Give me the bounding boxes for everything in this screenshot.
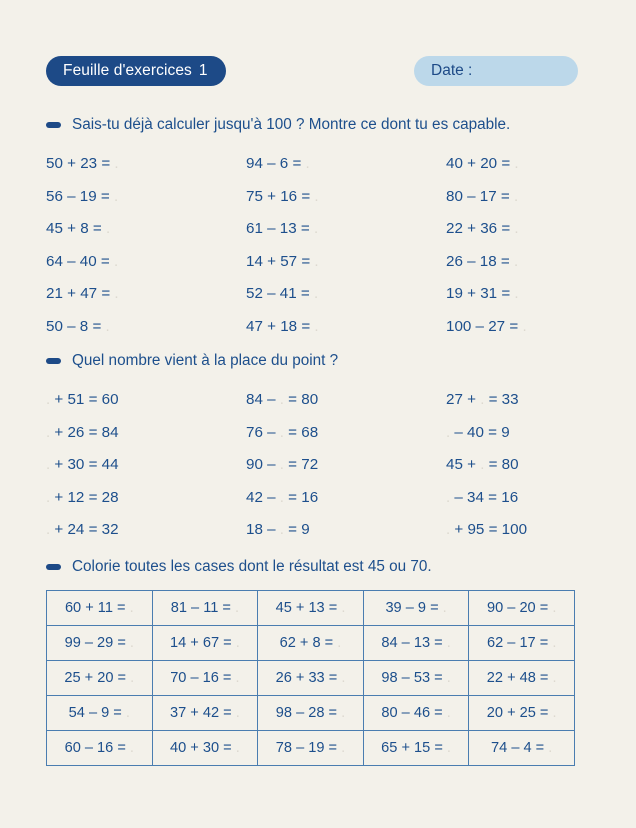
answer-blank[interactable]: . <box>46 521 51 538</box>
answer-blank[interactable]: . <box>279 423 284 441</box>
equation-text: + 26 = 84 <box>50 423 119 441</box>
equation-item[interactable]: 64 – 40 = . <box>46 252 119 270</box>
answer-blank[interactable]: . <box>337 635 342 651</box>
equation-item[interactable]: 100 – 27 = . <box>446 317 527 335</box>
equation-item[interactable]: 18 – . = 9 <box>246 521 310 538</box>
exercise-2-equations <box>46 384 626 547</box>
answer-blank[interactable]: . <box>548 740 553 756</box>
equation-item[interactable]: 61 – 13 = . <box>246 220 319 237</box>
equation-item[interactable]: 75 + 16 = . <box>246 187 319 205</box>
table-row <box>47 731 575 766</box>
equation-item[interactable]: 80 – 17 = . <box>446 187 519 205</box>
table-cell[interactable]: 62 – 17 = . <box>469 626 575 661</box>
answer-blank[interactable]: . <box>341 705 346 721</box>
equation-item[interactable]: 45 + 8 = . <box>46 220 111 237</box>
worksheet-header <box>0 56 636 88</box>
exercise-2-heading <box>46 352 338 370</box>
table-cell[interactable]: 54 – 9 = . <box>47 696 153 731</box>
equation-item[interactable]: 40 + 20 = . <box>446 155 519 172</box>
answer-blank[interactable]: . <box>129 635 134 651</box>
table-row <box>47 626 575 661</box>
answer-blank[interactable]: . <box>480 456 485 473</box>
equation-item[interactable] <box>446 482 626 515</box>
date-field[interactable] <box>414 56 578 86</box>
answer-blank[interactable]: . <box>514 285 519 302</box>
answer-blank[interactable]: . <box>105 317 110 335</box>
answer-blank[interactable]: . <box>314 317 319 335</box>
answer-blank[interactable]: . <box>552 635 557 651</box>
answer-blank[interactable]: . <box>279 391 284 408</box>
equation-item[interactable] <box>446 417 626 450</box>
equation-item[interactable] <box>46 449 246 482</box>
answer-blank[interactable]: . <box>46 391 51 408</box>
equation-text: – 34 = 16 <box>450 488 519 506</box>
answer-blank[interactable]: . <box>235 705 240 721</box>
equation-item[interactable]: 52 – 41 = . <box>246 285 319 302</box>
equation-item[interactable]: 50 + 23 = . <box>46 155 119 172</box>
answer-blank[interactable]: . <box>125 705 130 721</box>
table-cell[interactable]: 45 + 13 = . <box>258 591 364 626</box>
answer-blank[interactable]: . <box>446 521 451 538</box>
dash-bullet-icon <box>46 564 61 570</box>
answer-blank[interactable]: . <box>446 423 451 441</box>
equation-text: + 51 = 60 <box>50 391 119 408</box>
equation-item[interactable]: 90 – . = 72 <box>246 456 319 473</box>
equation-item[interactable] <box>46 514 246 547</box>
table-cell[interactable]: 78 – 19 = . <box>258 731 364 766</box>
answer-blank[interactable]: . <box>235 740 240 756</box>
equation-item[interactable]: 22 + 36 = . <box>446 220 519 237</box>
worksheet-title-label: Feuille d'exercices <box>63 62 192 79</box>
table-cell[interactable]: 84 – 13 = . <box>363 626 469 661</box>
table-cell[interactable]: 80 – 46 = . <box>363 696 469 731</box>
answer-blank[interactable]: . <box>279 521 284 538</box>
exercise-1-heading <box>46 116 510 134</box>
answer-blank[interactable]: . <box>513 187 519 205</box>
answer-blank[interactable]: . <box>234 600 240 616</box>
answer-blank[interactable]: . <box>341 600 346 616</box>
answer-blank[interactable]: . <box>113 187 119 205</box>
dash-bullet-icon <box>46 122 61 128</box>
equation-item[interactable]: 84 – . = 80 <box>246 391 319 408</box>
table-cell[interactable]: 81 – 11 = . <box>152 591 258 626</box>
answer-blank[interactable]: . <box>446 635 451 651</box>
equation-item[interactable] <box>46 384 246 417</box>
table-row <box>47 661 575 696</box>
equation-item[interactable]: 94 – 6 = . <box>246 155 310 172</box>
answer-blank[interactable]: . <box>513 252 519 270</box>
equation-item[interactable]: 56 – 19 = . <box>46 187 119 205</box>
answer-blank[interactable]: . <box>442 600 447 616</box>
table-cell[interactable]: 70 – 16 = . <box>152 661 258 696</box>
coloring-table <box>46 590 575 766</box>
answer-blank[interactable]: . <box>114 155 119 172</box>
worksheet-number: 1 <box>198 62 208 79</box>
table-cell[interactable]: 26 + 33 = . <box>258 661 364 696</box>
answer-blank[interactable]: . <box>446 705 451 721</box>
table-cell[interactable]: 90 – 20 = . <box>469 591 575 626</box>
answer-blank[interactable]: . <box>341 740 346 756</box>
equation-text: + 30 = 44 <box>50 456 119 473</box>
answer-blank[interactable]: . <box>446 740 451 756</box>
dash-bullet-icon <box>46 358 61 364</box>
answer-blank[interactable]: . <box>305 155 310 172</box>
exercise-3-heading-text: Colorie toutes les cases dont le résultat est 45 ou 70. <box>72 558 432 575</box>
answer-blank[interactable]: . <box>313 220 319 237</box>
table-cell[interactable]: 65 + 15 = . <box>363 731 469 766</box>
table-cell[interactable]: 39 – 9 = . <box>363 591 469 626</box>
answer-blank[interactable]: . <box>46 456 51 473</box>
answer-blank[interactable]: . <box>235 635 240 651</box>
table-cell[interactable]: 60 – 16 = . <box>47 731 153 766</box>
exercise-2-heading-text: Quel nombre vient à la place du point ? <box>72 352 339 369</box>
answer-blank[interactable]: . <box>313 285 319 302</box>
table-cell[interactable]: 14 + 67 = . <box>152 626 258 661</box>
answer-blank[interactable]: . <box>113 252 119 270</box>
answer-blank[interactable]: . <box>514 155 519 172</box>
table-cell[interactable]: 98 – 28 = . <box>258 696 364 731</box>
table-cell[interactable]: 37 + 42 = . <box>152 696 258 731</box>
equation-item[interactable]: 76 – . = 68 <box>246 423 319 441</box>
worksheet-title-badge <box>46 56 226 86</box>
table-cell[interactable]: 22 + 48 = . <box>469 661 575 696</box>
equation-item[interactable]: 45 + . = 80 <box>446 456 519 473</box>
equation-item[interactable]: 27 + . = 33 <box>446 391 519 408</box>
table-cell[interactable]: 25 + 20 = . <box>47 661 153 696</box>
equation-text: + 24 = 32 <box>50 521 119 538</box>
answer-blank[interactable]: . <box>279 456 284 473</box>
equation-item[interactable]: 19 + 31 = . <box>446 285 519 302</box>
table-cell[interactable]: 20 + 25 = . <box>469 696 575 731</box>
answer-blank[interactable]: . <box>446 670 451 686</box>
answer-blank[interactable]: . <box>552 705 557 721</box>
equation-item[interactable]: 21 + 47 = . <box>46 285 119 302</box>
table-row <box>47 696 575 731</box>
answer-blank[interactable]: . <box>514 220 519 237</box>
date-label: Date : <box>431 62 473 79</box>
table-row <box>47 591 575 626</box>
answer-blank[interactable]: . <box>279 488 284 506</box>
answer-blank[interactable]: . <box>114 285 119 302</box>
equation-item[interactable]: 14 + 57 = . <box>246 252 319 270</box>
table-cell[interactable]: 99 – 29 = . <box>47 626 153 661</box>
answer-blank[interactable]: . <box>341 670 346 686</box>
answer-blank[interactable]: . <box>314 187 319 205</box>
table-cell[interactable]: 74 – 4 = . <box>469 731 575 766</box>
answer-blank[interactable]: . <box>446 488 451 506</box>
equation-item[interactable]: 47 + 18 = . <box>246 317 319 335</box>
answer-blank[interactable]: . <box>46 423 51 441</box>
table-cell[interactable]: 60 + 11 = . <box>47 591 153 626</box>
answer-blank[interactable]: . <box>480 391 485 408</box>
equation-text: + 95 = 100 <box>450 521 528 538</box>
answer-blank[interactable]: . <box>552 600 557 616</box>
equation-text: – 40 = 9 <box>450 423 510 441</box>
equation-item[interactable]: 50 – 8 = . <box>46 317 110 335</box>
exercise-3-heading <box>46 558 432 576</box>
answer-blank[interactable]: . <box>552 670 557 686</box>
answer-blank[interactable]: . <box>522 317 527 335</box>
answer-blank[interactable]: . <box>130 670 135 686</box>
table-cell[interactable]: 62 + 8 = . <box>258 626 364 661</box>
equation-item[interactable] <box>446 514 626 547</box>
answer-blank[interactable]: . <box>105 220 111 237</box>
exercise-1-heading-text: Sais-tu déjà calculer jusqu'à 100 ? Montre ce dont tu es capable. <box>72 116 511 133</box>
answer-blank[interactable]: . <box>129 740 134 756</box>
exercise-1-equations <box>46 148 626 343</box>
table-cell[interactable]: 98 – 53 = . <box>363 661 469 696</box>
equation-item[interactable] <box>46 482 246 515</box>
answer-blank[interactable]: . <box>46 488 51 506</box>
answer-blank[interactable]: . <box>314 252 319 270</box>
equation-item[interactable]: 42 – . = 16 <box>246 488 319 506</box>
answer-blank[interactable]: . <box>129 600 134 616</box>
equation-item[interactable] <box>46 417 246 450</box>
equation-item[interactable]: 26 – 18 = . <box>446 252 519 270</box>
table-cell[interactable]: 40 + 30 = . <box>152 731 258 766</box>
equation-text: + 12 = 28 <box>50 488 119 506</box>
answer-blank[interactable]: . <box>235 670 240 686</box>
